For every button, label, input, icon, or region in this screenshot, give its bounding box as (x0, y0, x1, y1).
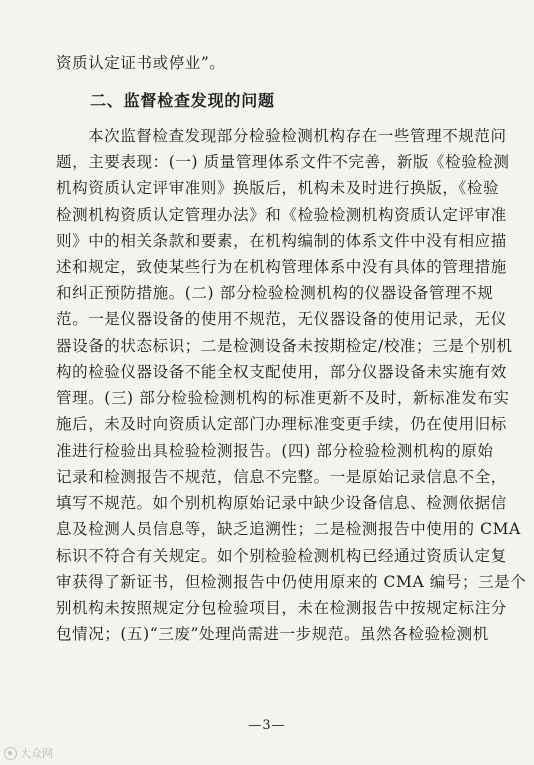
text-line-5: 检测机构资质认定管理办法》和《检验检测机构资质认定评审准 (56, 206, 507, 224)
text-line-19: 审获得了新证书，但检测报告中仍使用原来的 CMA 编号；三是个 (56, 573, 527, 591)
page-number: —3— (248, 718, 286, 733)
text-line-6: 则》中的相关条款和要素，在机构编制的体系文件中没有相应描 (56, 232, 507, 250)
text-line-3: 题，主要表现：(一) 质量管理体系文件不完善，新版《检验检测 (56, 153, 510, 171)
text-line-9: 范。一是仪器设备的使用不规范，无仪器设备的使用记录，无仪 (56, 310, 507, 328)
text-line-13: 施后，未及时向资质认定部门办理标准变更手续，仍在使用旧标 (56, 415, 507, 433)
text-line-17: 息及检测人员信息等，缺乏追溯性；二是检测报告中使用的 CMA (56, 520, 521, 538)
text-line-15: 记录和检测报告不规范，信息不完整。一是原始记录信息不全， (56, 468, 507, 486)
text-line-14: 准进行检验出具检验检测报告。(四) 部分检验检测机构的原始 (56, 442, 494, 460)
text-line-11: 构的检验仪器设备不能全权支配使用，部分仪器设备未实施有效 (56, 363, 507, 381)
watermark-logo-icon (4, 747, 17, 760)
text-line-21: 包情况；(五)“三废”处理尚需进一步规范。虽然各检验检测机 (56, 625, 489, 643)
text-line-7: 述和规定，致使某些行为在机构管理体系中没有具体的管理措施 (56, 258, 507, 276)
text-line-2: 本次监督检查发现部分检验检测机构存在一些管理不规范问 (88, 127, 507, 145)
text-line-4: 机构资质认定评审准则》换版后，机构未及时进行换版，《检验 (56, 179, 500, 197)
section-heading: 二、监督检查发现的问题 (90, 91, 275, 110)
text-line-16: 填写不规范。如个别机构原始记录中缺少设备信息、检测依据信 (56, 494, 507, 512)
text-line-10: 器设备的状态标识；二是检测设备未按期检定/校准；三是个别机 (56, 337, 513, 355)
text-line-8: 和纠正预防措施。(二) 部分检验检测机构的仪器设备管理不规 (56, 284, 494, 302)
watermark (4, 745, 53, 761)
text-line-1: 资质认定证书或停业”。 (56, 54, 226, 72)
watermark-text: 大众网 (20, 747, 53, 760)
text-line-18: 标识不符合有关规定。如个别检验检测机构已经通过资质认定复 (56, 547, 507, 565)
text-line-12: 管理。(三) 部分检验检测机构的标准更新不及时，新标准发布实 (56, 389, 510, 407)
text-line-20: 别机构未按照规定分包检验项目，未在检测报告中按规定标注分 (56, 599, 507, 617)
